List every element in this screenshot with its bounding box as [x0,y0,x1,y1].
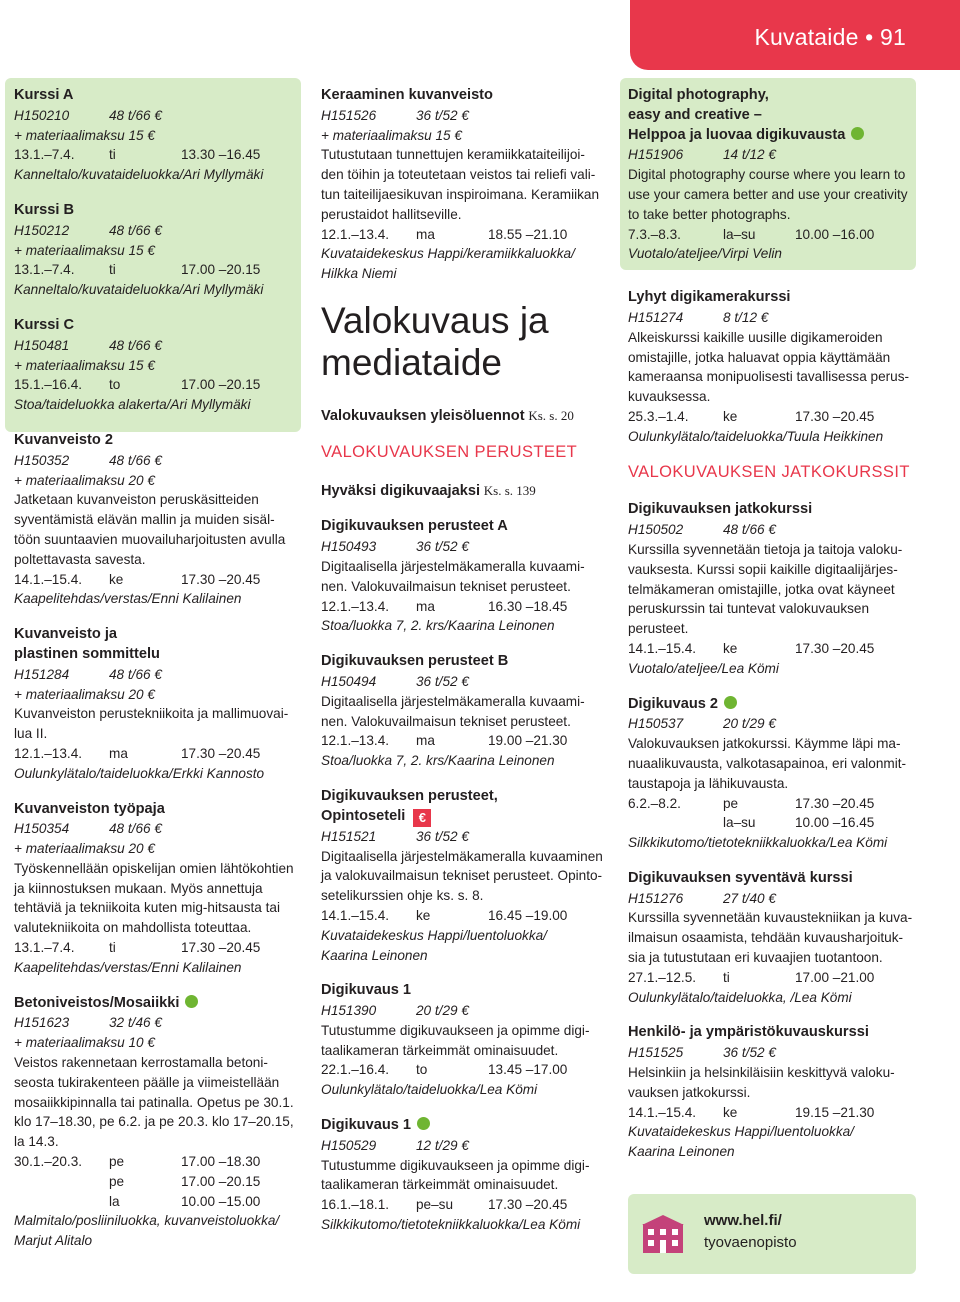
course-day: la–su [723,815,756,831]
course-day: pe [109,1154,125,1170]
course-code: H151525 [628,1045,684,1061]
course-extra: + materiaalimaksu 15 € [14,127,155,143]
course-time: 10.00 –16.45 [795,815,875,831]
course-dates: 12.1.–13.4. [321,598,390,614]
course-title-3: Helppoa ja luovaa digikuvausta [628,126,922,146]
subsection-heading: VALOKUVAUKSEN PERUSTEET [321,442,578,461]
course-time: 17.30 –20.45 [488,1197,568,1213]
course-title-2: Opintoseteli € [321,807,615,827]
course-title: Digikuvauksen perusteet, [321,787,498,804]
page-tab-text: Kuvataide • 91 [754,24,906,50]
course-time: 17.00 –20.15 [181,1173,261,1189]
course-day: ke [416,907,431,923]
course-syventava [628,869,922,1008]
course-title: Kurssi C [14,316,75,333]
course-desc: Kurssilla syvennetään tietoja ja taitoja valoku- vauksesta. Kurssi sopii kaikille digitaalijärjes- telmäkameran omistajille, jotka ovat käyneet peruskurssin tai tuntevat valokuvauksen perusteet. [628,541,903,637]
course-title: Kurssi A [14,87,74,103]
course-place: Kuvataidekeskus Happi/luentoluokka/ [628,1124,854,1140]
footer-box [628,1194,916,1274]
course-code: H150502 [628,522,684,538]
course-code: H151521 [321,828,377,844]
course-code: H150537 [628,716,684,732]
course-price: 48 t/66 € [109,666,162,682]
course-day: ke [723,408,738,424]
course-place: Kanneltalo/kuvataideluokka/Ari Myllymäki [14,282,264,298]
course-place: Oulunkylätalo/taideluokka/Lea Kömi [321,1082,538,1098]
course-place: Malmitalo/posliiniluokka, kuvanveistoluokka/ [14,1213,280,1229]
page-reference: Ks. s. 139 [483,482,536,498]
course-lyhyt [628,288,922,446]
course-dates: 13.1.–7.4. [14,262,75,278]
course-day: ma [416,733,435,749]
course-time: 17.30 –20.45 [181,745,261,761]
course-title: Digikuvauksen jatkokurssi [628,501,813,518]
course-title: Digital photography, [628,87,769,103]
course-time: 17.00 –21.00 [795,969,875,985]
course-price: 48 t/66 € [109,222,162,238]
course-dp-a [321,517,615,636]
course-title: Kuvanveisto ja [14,626,118,643]
course-price: 32 t/46 € [109,1015,162,1031]
course-dates: 14.1.–15.4. [628,1104,697,1120]
footer-org: tyovaenopisto [704,1234,797,1251]
course-place-2: Marjut Alitalo [14,1233,93,1249]
course-title: Henkilö- ja ympäristökuvauskurssi [628,1024,869,1041]
course-title: Digikuvauksen syventävä kurssi [628,869,853,886]
course-place: Vuotalo/ateljee/Lea Kömi [628,660,779,676]
course-title-2: plastinen sommittelu [14,645,160,662]
course-place: Silkkikutomo/tietotekniikkaluokka/Lea Kömi [321,1217,581,1233]
course-place: Kuvataidekeskus Happi/keramiikkaluokka/ [321,246,575,262]
course-dates [628,813,723,833]
course-henkilo [628,1023,922,1162]
course-title-2: easy and creative – [628,106,762,123]
course-place: Kaapelitehdas/verstas/Enni Kalilainen [14,959,242,975]
course-time: 17.30 –20.45 [795,408,875,424]
course-place: Oulunkylätalo/taideluokka/Erkki Kannosto [14,765,265,781]
course-price: 8 t/12 € [723,309,769,325]
course-place: Silkkikutomo/tietotekniikkaluokka/Lea Kömi [628,835,888,851]
course-digital-photography [628,86,922,264]
course-extra: + materiaalimaksu 20 € [14,686,155,702]
course-title: Betoniveistos/Mosaiikki [14,994,308,1014]
course-code: H151284 [14,666,70,682]
course-price: 36 t/52 € [723,1045,776,1061]
course-price: 36 t/52 € [416,107,469,123]
course-kurssi [14,86,308,185]
course-desc: Työskennellään opiskelijan omien lähtökohtien ja kiinnostuksen mukaan. Myös annettuja tehtäviä ja tekniikoita kuten mig-hitsausta tai valutekniikoita on mahdollista toteuttaa. [14,860,294,936]
course-place-2: Kaarina Leinonen [628,1144,735,1160]
course-desc: Tutustutaan tunnettujen keramiikkataiteilijoi- den töihin ja toteutetaan veistos tai reliefi vali- tun taiteilijaesikuvan inspiroimana. Keramiikan perustaidot hallitseville. [321,147,600,222]
course-price: 20 t/29 € [416,1003,469,1019]
course-dates: 12.1.–13.4. [14,745,83,761]
course-price: 48 t/66 € [109,107,162,123]
course-extra: + materiaalimaksu 20 € [14,472,155,488]
course-desc: Kurssilla syvennetään kuvaustekniikan ja kuva- ilmaisun osaamista, tehdään kuvausharjoituk- sia ja tutustutaan eri kuvaajien tuotantoon. [628,910,913,966]
course-title: Kuvanveisto 2 [14,431,113,448]
course-price: 36 t/52 € [416,828,469,844]
course-time: 19.15 –21.30 [795,1104,875,1120]
course-day: ke [723,1104,738,1120]
course-time: 10.00 –15.00 [181,1193,261,1209]
course-day: to [416,1062,428,1078]
course-time: 18.55 –21.10 [488,226,568,242]
course-time: 19.00 –21.30 [488,733,568,749]
course-code: H150210 [14,107,70,123]
course-price: 27 t/40 € [723,890,776,906]
course-place: Oulunkylätalo/taideluokka/Tuula Heikkinen [628,428,884,444]
column-2 [321,86,615,1251]
course-dp-opintoseteli [321,787,615,965]
course-extra: + materiaalimaksu 20 € [14,841,155,857]
course-place: Stoa/taideluokka alakerta/Ari Myllymäki [14,397,251,413]
course-time: 17.30 –20.45 [181,940,261,956]
course-dates: 13.1.–7.4. [14,147,75,163]
course-dates: 14.1.–15.4. [628,640,697,656]
course-dp-b [321,652,615,771]
course-place: Oulunkylätalo/taideluokka, /Lea Kömi [628,989,852,1005]
course-dates: 15.1.–16.4. [14,377,83,393]
course-dates: 25.3.–1.4. [628,408,689,424]
course-price: 14 t/12 € [723,147,776,163]
course-day: pe [723,795,739,811]
course-day: ke [109,571,124,587]
course-dates [14,1192,109,1212]
course-day: ke [723,640,738,656]
course-jatkokurssi [628,500,922,678]
course-place: Stoa/luokka 7, 2. krs/Kaarina Leinonen [321,753,555,769]
green-dot-icon [851,127,864,140]
course-day: ma [109,745,128,761]
course-title: Digikuvauksen perusteet A [321,518,508,535]
course-time: 17.00 –20.15 [181,262,261,278]
course-code: H151274 [628,309,684,325]
course-desc: Tutustumme digikuvaukseen ja opimme digi- taalikameran tärkeimmät ominaisuudet. [321,1157,590,1193]
course-price: 12 t/29 € [416,1137,469,1153]
course-day: ti [109,147,116,163]
course-desc: Kuvanveiston perustekniikoita ja mallimuovai- lua II. [14,706,289,742]
course-code: H151390 [321,1003,377,1019]
subsection-heading: VALOKUVAUKSEN JATKOKURSSIT [628,462,910,481]
course-dates: 27.1.–12.5. [628,969,697,985]
course-title: Keraaminen kuvanveisto [321,87,493,103]
course-dates: 30.1.–20.3. [14,1154,83,1170]
course-price: 48 t/66 € [723,522,776,538]
course-digikuvaus-2 [628,695,922,853]
course-day: to [109,377,121,393]
course-keraaminen [321,86,615,284]
course-title: Digikuvaus 2 [628,695,922,715]
course-price: 48 t/66 € [109,452,162,468]
course-day: ma [416,598,435,614]
course-time: 17.30 –20.45 [181,571,261,587]
course-title: Digikuvauksen perusteet B [321,653,509,670]
course-price: 36 t/52 € [416,673,469,689]
course-code: H150212 [14,222,70,238]
course-time: 17.00 –20.15 [181,377,261,393]
course-price: 36 t/52 € [416,539,469,555]
course-dates: 12.1.–13.4. [321,733,390,749]
hyvaksi-reference [321,481,615,502]
course-place-2: Kaarina Leinonen [321,947,428,963]
course-time: 13.45 –17.00 [488,1062,568,1078]
course-code: H150481 [14,337,70,353]
course-title: Digikuvaus 1 [321,1116,615,1136]
course-day: la–su [723,226,756,242]
course-desc: Digital photography course where you learn to use your camera better and use your creativity to take better photographs. [628,167,908,222]
course-desc: Tutustumme digikuvaukseen ja opimme digi- taalikameran tärkeimmät ominaisuudet. [321,1022,590,1058]
course-dates: 6.2.–8.2. [628,795,681,811]
course-kuvanveisto-plastinen [14,625,308,783]
lecture-reference [321,406,615,427]
course-digikuvaus-1a [321,981,615,1100]
course-time: 16.45 –19.00 [488,907,568,923]
course-desc: Veistos rakennetaan kerrostamalla betoni- seosta tukirakenteen päälle ja viimeistellään mosaiikkipinnalla tai patinalla. Opetus pe 30.1. klo 17–18.30, pe 6.2. ja pe 20.3. klo 17–20.15, la 14.3. [14,1055,294,1150]
course-extra: + materiaalimaksu 10 € [14,1035,155,1051]
green-dot-icon [724,696,737,709]
course-title: Lyhyt digikamerakurssi [628,289,791,306]
course-day: pe–su [416,1197,454,1213]
course-day: ti [723,969,730,985]
course-dates [14,1172,109,1192]
green-dot-icon [417,1117,430,1130]
course-dates: 22.1.–16.4. [321,1062,390,1078]
course-extra: + materiaalimaksu 15 € [14,242,155,258]
course-price: 48 t/66 € [109,821,162,837]
page-reference: Ks. s. 20 [528,407,574,423]
course-day: ti [109,262,116,278]
course-desc: Jatketaan kuvanveiston peruskäsitteiden syventämistä elävän mallin ja muiden sisäl- töön suuntaavien muovailuharjoitusten avulla poltettavasta savesta. [14,492,286,567]
course-dates: 14.1.–15.4. [14,571,83,587]
course-extra: + materiaalimaksu 15 € [14,357,155,373]
course-kuvanveiston-tyopaja [14,800,308,978]
course-code: H151623 [14,1015,70,1031]
course-code: H151526 [321,107,377,123]
course-time: 17.30 –20.45 [795,795,875,811]
course-dates: 16.1.–18.1. [321,1197,390,1213]
course-time: 13.30 –16.45 [181,147,261,163]
course-code: H151276 [628,890,684,906]
course-time: 10.00 –16.00 [795,226,875,242]
course-title: Kuvanveiston työpaja [14,800,165,817]
course-desc: Valokuvauksen jatkokurssi. Käymme läpi ma- nuaalikuvausta, valkotasapainoa, eri valonmit- taustapoja ja lähikuvausta. [628,736,907,791]
course-code: H150352 [14,452,70,468]
course-kuvanveisto-2 [14,431,308,609]
course-code: H150494 [321,673,377,689]
course-place: Vuotalo/ateljee/Virpi Velin [628,246,782,262]
course-place: Kaapelitehdas/verstas/Enni Kalilainen [14,591,242,607]
course-desc: Digitaalisella järjestelmäkameralla kuvaami- nen. Valokuvailmaisun tekniset perusteet. [321,693,585,729]
course-code: H150493 [321,539,377,555]
course-desc: Alkeiskurssi kaikille uusille digikameroiden omistajille, jotka haluavat oppia käyttämään kameraansa monipuolisesti tavallisessa perus- kuvauksessa. [628,329,910,405]
course-kurssi [14,316,308,415]
course-time: 16.30 –18.45 [488,598,568,614]
course-time: 17.00 –18.30 [181,1154,261,1170]
course-dates: 13.1.–7.4. [14,940,75,956]
course-code: H150354 [14,821,70,837]
course-desc: Digitaalisella järjestelmäkameralla kuvaami- nen. Valokuvailmaisun tekniset perusteet. [321,558,585,594]
course-code: H151906 [628,147,684,163]
course-betoniveistos [14,994,308,1251]
section-heading: Valokuvaus ja mediataide [321,299,549,383]
course-time: 17.30 –20.45 [795,640,875,656]
course-day: ti [109,940,116,956]
footer-url[interactable]: www.hel.fi/ [704,1212,782,1229]
course-place: Kanneltalo/kuvataideluokka/Ari Myllymäki [14,167,264,183]
course-place-2: Hilkka Niemi [321,266,397,282]
course-day: ma [416,226,435,242]
course-title: Kurssi B [14,201,75,218]
course-title: Digikuvaus 1 [321,982,412,999]
course-dates: 12.1.–13.4. [321,226,390,242]
green-dot-icon [185,995,198,1008]
course-extra: + materiaalimaksu 15 € [321,127,462,143]
course-price: 48 t/66 € [109,337,162,353]
column-3 [628,86,922,1178]
course-title: Valokuvauksen yleisöluennot [321,407,525,424]
course-day: pe [109,1173,125,1189]
course-day: la [109,1193,120,1209]
course-price: 20 t/29 € [723,716,776,732]
course-title: Hyväksi digikuvaajaksi [321,482,481,499]
course-digikuvaus-1b [321,1116,615,1235]
course-desc: Helsinkiin ja helsinkiläisiin keskittyvä valoku- vauksen jatkokurssi. [628,1065,895,1100]
course-code: H150529 [321,1137,377,1153]
course-place: Stoa/luokka 7, 2. krs/Kaarina Leinonen [321,618,555,634]
column-1 [14,86,308,1267]
course-kurssi [14,201,308,300]
euro-icon: € [413,809,431,827]
course-desc: Digitaalisella järjestelmäkameralla kuvaaminen ja valokuvailmaisun tekniset perusteet. Opinto- setelikurssien ohje ks. s. 8. [321,848,603,904]
page-tab [630,0,960,70]
course-place: Kuvataidekeskus Happi/luentoluokka/ [321,927,547,943]
course-dates: 7.3.–8.3. [628,226,681,242]
course-dates: 14.1.–15.4. [321,907,390,923]
building-icon [642,1214,684,1254]
